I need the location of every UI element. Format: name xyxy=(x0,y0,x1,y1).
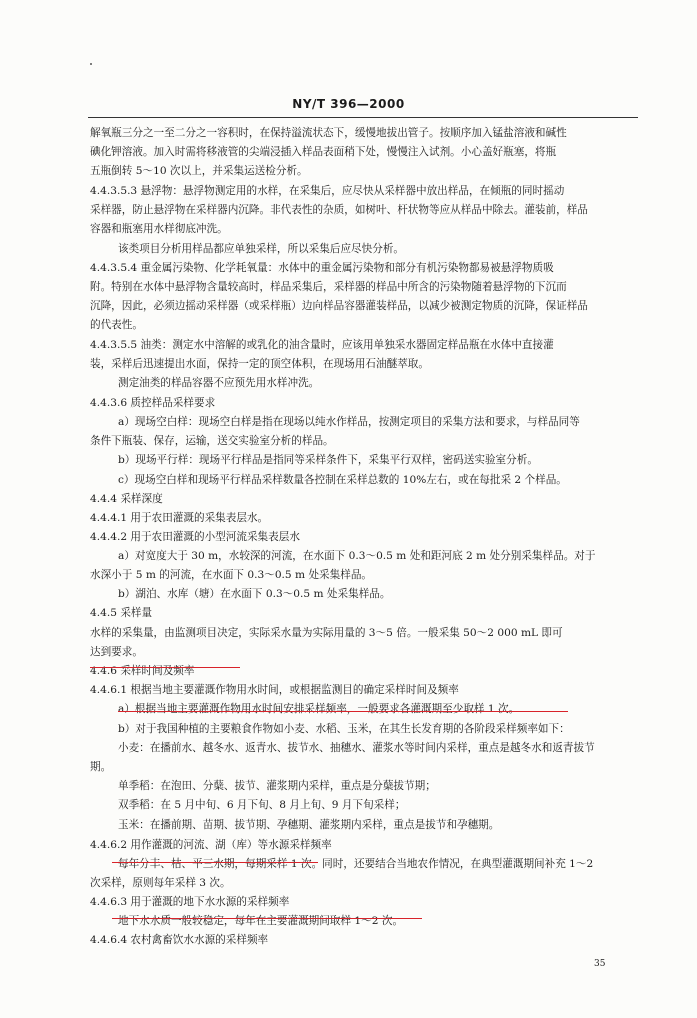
text-line: 次采样，原则每年采样 3 次。 xyxy=(90,877,231,889)
text-line: 玉米：在播前期、苗期、拔节期、孕穗期、灌浆期内采样，重点是拔节和孕穗期。 xyxy=(118,819,500,831)
text-line: 4.4.3.5.5 油类：测定水中溶解的或乳化的油含量时，应该用单独采水器固定样品瓶在水体中直接灌 xyxy=(90,339,554,351)
text-line: 4.4.6.1 根据当地主要灌溉作物用水时间，或根据监测目的确定采样时间及频率 xyxy=(90,684,459,696)
text-line: 4.4.4 采样深度 xyxy=(90,493,163,505)
text-line: 4.4.3.6 质控样品采样要求 xyxy=(90,397,216,409)
text-line: 4.4.3.5.4 重金属污染物、化学耗氧量：水体中的重金属污染物和部分有机污染物都易被悬浮物质吸 xyxy=(90,262,554,274)
text-line: c）现场空白样和现场平行样品采样数量各控制在采样总数的 10%左右，或在每批采 2 个样品。 xyxy=(118,474,567,486)
text-line: 解氧瓶三分之一至二分之一容积时，在保持溢流状态下，缓慢地拔出管子。按顺序加入锰盐溶液和碱性 xyxy=(90,127,567,139)
standard-code-header: NY/T 396—2000 xyxy=(292,97,405,111)
text-line: 小麦：在播前水、越冬水、返青水、拔节水、抽穗水、灌浆水等时间内采样，重点是越冬水和返青拔节 xyxy=(118,742,595,754)
text-line: 的代表性。 xyxy=(90,319,143,331)
text-line: 地下水水质一般较稳定，每年在主要灌溉期间取样 1～2 次。 xyxy=(118,915,404,927)
text-line: 该类项目分析用样品都应单独采样，所以采集后应尽快分析。 xyxy=(118,243,405,255)
red-underline-heading-4-4-6 xyxy=(90,667,240,668)
text-line: 采样器，防止悬浮物在采样器内沉降。非代表性的杂质，如树叶、杆状物等应从样品中除去。灌装前，样品 xyxy=(90,204,588,216)
text-line: 碘化钾溶液。加入时需将移液管的尖端浸插入样品表面稍下处，慢慢注入试剂。小心盖好瓶塞，将瓶 xyxy=(90,146,557,158)
text-line: 容器和瓶塞用水样彻底冲洗。 xyxy=(90,223,228,235)
text-line: 期。 xyxy=(90,761,112,773)
text-line: 4.4.6 采样时间及频率 xyxy=(90,665,195,677)
text-line: 单季稻：在泡田、分蘖、拔节、灌浆期内采样，重点是分蘖拔节期； xyxy=(118,780,436,792)
text-line: a）对宽度大于 30 m，水较深的河流，在水面下 0.3～0.5 m 处和距河底 2 m 处分别采集样品。对于 xyxy=(118,550,596,562)
text-line: 条件下瓶装、保存，运输，送交实验室分析的样品。 xyxy=(90,435,334,447)
text-line: a）根据当地主要灌溉作物用水时间安排采样频率，一般要求各灌溉期至少取样 1 次。 xyxy=(118,703,520,715)
text-line: 水深小于 5 m 的河流，在水面下 0.3～0.5 m 处采集样品。 xyxy=(90,569,373,581)
text-line: 4.4.4.1 用于农田灌溉的采集表层水。 xyxy=(90,512,269,524)
text-line: 测定油类的样品容器不应预先用水样冲洗。 xyxy=(118,377,320,389)
red-underline-river-frequency xyxy=(112,862,318,863)
text-line: b）现场平行样：现场平行样品是指同等采样条件下，采集平行双样，密码送实验室分析。 xyxy=(118,454,538,466)
text-line: 附。特别在水体中悬浮物含量较高时，样品采集后，采样器的样品中所含的污染物随着悬浮物的下沉而 xyxy=(90,281,567,293)
text-line: b）对于我国种植的主要粮食作物如小麦、水稻、玉米，在其生长发育期的各阶段采样频率如下： xyxy=(118,723,570,735)
text-line: 4.4.3.5.3 悬浮物：悬浮物测定用的水样，在采集后，应尽快从采样器中放出样品，在倾瓶的同时摇动 xyxy=(90,185,565,197)
page-number: 35 xyxy=(594,959,606,969)
scan-speck xyxy=(90,63,92,65)
text-line: 4.4.6.3 用于灌溉的地下水水源的采样频率 xyxy=(90,896,290,908)
text-line: 五瓶倒转 5～10 次以上，并采集运送检分析。 xyxy=(90,165,308,177)
text-line: 4.4.4.2 用于农田灌溉的小型河流采集表层水 xyxy=(90,531,300,543)
red-underline-groundwater-frequency xyxy=(112,918,422,919)
text-line: 沉降，因此，必须边摇动采样器（或采样瓶）边向样品容器灌装样品，以减少被测定物质的沉降，保证样品 xyxy=(90,300,588,312)
text-line: 4.4.6.4 农村禽畜饮水水源的采样频率 xyxy=(90,934,269,946)
red-underline-item-a xyxy=(118,711,568,712)
text-line: b）湖泊、水库（塘）在水面下 0.3～0.5 m 处采集样品。 xyxy=(118,588,391,600)
text-line: 4.4.6.2 用作灌溉的河流、湖（库）等水源采样频率 xyxy=(90,839,332,851)
text-line: 水样的采集量，由监测项目决定，实际采水量为实际用量的 3～5 倍。一般采集 50～2 000 mL 即可 xyxy=(90,627,563,639)
text-line: 装，采样后迅速提出水面，保持一定的顶空体积，在现场用石油醚萃取。 xyxy=(90,358,429,370)
text-line: 4.4.5 采样量 xyxy=(90,607,153,619)
text-line: 每年分丰、枯、平三水期，每期采样 1 次。同时，还要结合当地农作情况，在典型灌溉期间补充 1～2 xyxy=(118,858,594,870)
text-line: a）现场空白样：现场空白样是指在现场以纯水作样品，按测定项目的采集方法和要求，与样品同等 xyxy=(118,416,580,428)
text-line: 双季稻：在 5 月中旬、6 月下旬、8 月上旬、9 月下旬采样； xyxy=(118,799,406,811)
text-line: 达到要求。 xyxy=(90,646,143,658)
header-rule xyxy=(88,117,638,118)
